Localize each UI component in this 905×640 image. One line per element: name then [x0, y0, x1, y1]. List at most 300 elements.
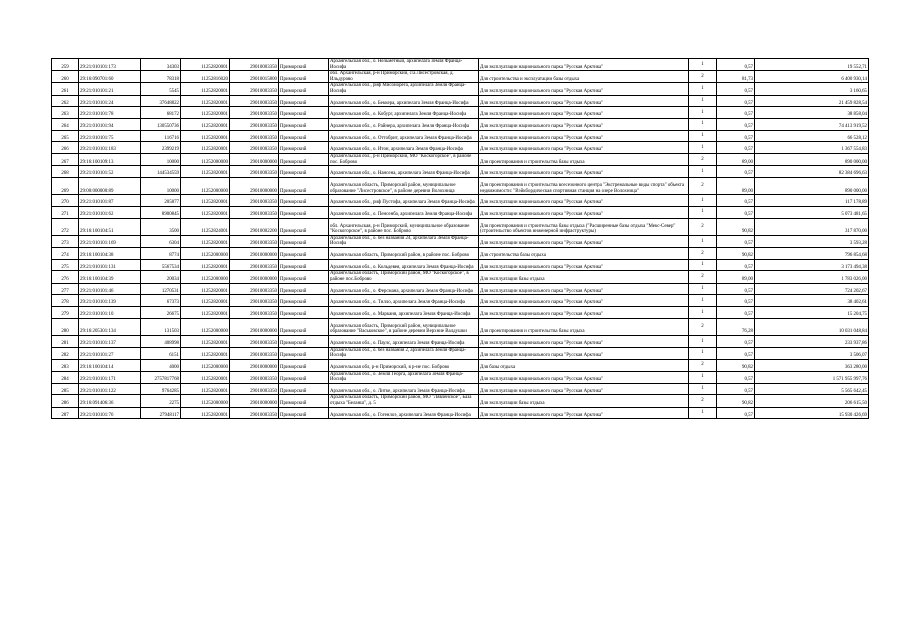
address-cell: Архангельская обл, р-н Приморский, в р-не пос. Боброво [329, 359, 479, 371]
category-cell: 1 [689, 195, 717, 207]
address-cell: Архангельская обл., о. Паулс, архипелага Земля Франца-Иосифа [329, 335, 479, 347]
cadastral-number-cell: 29:21:010101:171 [79, 371, 141, 383]
table-row [52, 195, 869, 207]
table-row [52, 218, 869, 235]
area-cell: 116716 [141, 130, 181, 142]
district-cell: Приморский [279, 306, 329, 318]
cadastral-value-cell: 3 173 494,38 [755, 259, 869, 271]
cadastral-number-cell: 29:21:010101:87 [79, 195, 141, 207]
row-number-cell: 286 [52, 395, 79, 407]
permitted-use-cell: Для эксплуатации национального парка "Русская Арктика" [479, 95, 689, 107]
district-cell: Приморский [279, 218, 329, 235]
okato-code-cell: 11252820001 [181, 259, 230, 271]
table-row [52, 118, 869, 130]
area-cell: 8900845 [141, 206, 181, 218]
category-cell: 2 [689, 218, 717, 235]
cadastral-value-cell: 1 783 026,00 [755, 271, 869, 283]
specific-value-cell: 0,57 [717, 407, 755, 419]
okato-code-cell: 11252820001 [181, 107, 230, 119]
row-number-cell: 266 [52, 142, 79, 154]
cadastral-number-cell: 29:21:010101:75 [79, 130, 141, 142]
cadastral-number-cell: 29:21:010101:139 [79, 295, 141, 307]
specific-value-cell: 0,57 [717, 259, 755, 271]
area-cell: 20034 [141, 271, 181, 283]
district-cell: Приморский [279, 283, 329, 295]
permitted-use-cell: Для проектирования и строительства базы отдыха ("Расширенные базы отдыха "Мекс-Север" (строительство объектов инженерной инфраструктуры) [479, 218, 689, 235]
category-cell: 2 [689, 359, 717, 371]
district-cell: Приморский [279, 107, 329, 119]
oktmo-code-cell: 29010000000 [230, 154, 279, 166]
okato-code-cell: 11252820001 [181, 383, 230, 395]
address-cell: Архангельская обл., о. Кольдевея, архипелага Земля Франца-Иосифа [329, 259, 479, 271]
specific-value-cell: 90,82 [717, 218, 755, 235]
okato-code-cell: 11252820001 [181, 306, 230, 318]
cadastral-number-cell: 29:16:091406:36 [79, 395, 141, 407]
cadastral-number-cell: 29:21:010101:46 [79, 283, 141, 295]
district-cell: Приморский [279, 177, 329, 194]
okato-code-cell: 11252000000 [181, 359, 230, 371]
oktmo-code-cell: 29010000000 [230, 318, 279, 335]
specific-value-cell: 0,57 [717, 166, 755, 178]
area-cell: 5545 [141, 83, 181, 95]
category-cell: 2 [689, 395, 717, 407]
district-cell: Приморский [279, 383, 329, 395]
table-row [52, 383, 869, 395]
category-cell: 1 [689, 407, 717, 419]
oktmo-code-cell: 29010000000 [230, 395, 279, 407]
cadastral-value-cell: 890 000,00 [755, 154, 869, 166]
cadastral-value-cell: 66 528,12 [755, 130, 869, 142]
table-row [52, 359, 869, 371]
district-cell: Приморский [279, 130, 329, 142]
district-cell: Приморский [279, 166, 329, 178]
row-number-cell: 260 [52, 71, 79, 83]
cadastral-number-cell: 29:21:010101:94 [79, 118, 141, 130]
category-cell: 1 [689, 142, 717, 154]
cadastral-value-cell: 6 400 930,14 [755, 71, 869, 83]
permitted-use-cell: Для проектирования и строительства базы отдыха [479, 318, 689, 335]
okato-code-cell: 11252820001 [181, 371, 230, 383]
category-cell: 2 [689, 71, 717, 83]
cadastral-number-cell: 29:21:010101:122 [79, 383, 141, 395]
permitted-use-cell: Для эксплуатации национального парка "Русская Арктика" [479, 335, 689, 347]
row-number-cell: 284 [52, 371, 79, 383]
district-cell: Приморский [279, 71, 329, 83]
category-cell: 2 [689, 318, 717, 335]
cadastral-value-cell: 82 384 696,63 [755, 166, 869, 178]
row-number-cell: 281 [52, 335, 79, 347]
district-cell: Приморский [279, 83, 329, 95]
table-row [52, 407, 869, 419]
area-cell: 26675 [141, 306, 181, 318]
okato-code-cell: 11252820001 [181, 295, 230, 307]
oktmo-code-cell: 29010003350 [230, 335, 279, 347]
cadastral-number-cell: 29:21:010101:137 [79, 335, 141, 347]
cadastral-value-cell: 15 930 426,69 [755, 407, 869, 419]
district-cell: Приморский [279, 248, 329, 260]
permitted-use-cell: Для эксплуатации национального парка "Русская Арктика" [479, 347, 689, 359]
table-row [52, 347, 869, 359]
permitted-use-cell: Для эксплуатации национального парка "Русская Арктика" [479, 407, 689, 419]
permitted-use-cell: Для эксплуатации национального парка "Русская Арктика" [479, 130, 689, 142]
permitted-use-cell: Для базы отдыха [479, 359, 689, 371]
oktmo-code-cell: 29010003350 [230, 130, 279, 142]
row-number-cell: 276 [52, 271, 79, 283]
category-cell: 1 [689, 259, 717, 271]
specific-value-cell: 90,82 [717, 395, 755, 407]
oktmo-code-cell: 29010003350 [230, 195, 279, 207]
area-cell: 78318 [141, 71, 181, 83]
cadastral-number-cell: 29:21:010101:24 [79, 95, 141, 107]
cadastral-value-cell: 3 593,28 [755, 235, 869, 247]
table-row [52, 142, 869, 154]
specific-value-cell: 0,57 [717, 383, 755, 395]
oktmo-code-cell: 29010015800 [230, 71, 279, 83]
specific-value-cell: 0,57 [717, 95, 755, 107]
row-number-cell: 282 [52, 347, 79, 359]
table-row [52, 371, 869, 383]
cadastral-value-cell: 15 204,75 [755, 306, 869, 318]
cadastral-number-cell: 29:21:010101:131 [79, 259, 141, 271]
address-cell: Архангельская область, Приморский район, МО "Коскогорское", в районе пос.Боброво [329, 271, 479, 283]
oktmo-code-cell: 29010003350 [230, 347, 279, 359]
address-cell: Архангельская обл., о. Райнера, архипелага Земля Франца-Иосифа [329, 118, 479, 130]
address-cell: Архангельская обл., риф Пустофа, архипелага Земля Франца-Иосифа [329, 195, 479, 207]
specific-value-cell: 0,57 [717, 235, 755, 247]
category-cell: 1 [689, 283, 717, 295]
area-cell: 5567534 [141, 259, 181, 271]
okato-code-cell: 11252820001 [181, 166, 230, 178]
okato-code-cell: 11252820001 [181, 95, 230, 107]
category-cell: 2 [689, 177, 717, 194]
oktmo-code-cell: 29010003350 [230, 142, 279, 154]
row-number-cell: 259 [52, 59, 79, 71]
address-cell: Архангельская обл., о. Нансена, архипелага Земля Франца-Иосифа [329, 166, 479, 178]
cadastral-number-cell: 29:21:010101:27 [79, 347, 141, 359]
district-cell: Приморский [279, 395, 329, 407]
oktmo-code-cell: 29010000000 [230, 177, 279, 194]
district-cell: Приморский [279, 295, 329, 307]
cadastral-value-cell: 796 854,68 [755, 248, 869, 260]
table-row [52, 206, 869, 218]
category-cell: 1 [689, 166, 717, 178]
row-number-cell: 262 [52, 95, 79, 107]
permitted-use-cell: Для эксплуатации национального парка "Русская Арктика" [479, 283, 689, 295]
address-cell: Архангельская обл., о. Гогенлоэ, архипелага Земля Франца-Иосифа [329, 407, 479, 419]
table-row [52, 235, 869, 247]
table-row [52, 271, 869, 283]
area-cell: 37648822 [141, 95, 181, 107]
row-number-cell: 269 [52, 177, 79, 194]
category-cell: 2 [689, 154, 717, 166]
row-number-cell: 279 [52, 306, 79, 318]
oktmo-code-cell: 29010003350 [230, 206, 279, 218]
cadastral-number-cell: 29:16:205301:134 [79, 318, 141, 335]
address-cell: Архангельская обл., о. Земля Георга, архипелага Земля Франца-Иосифа [329, 371, 479, 383]
district-cell: Приморский [279, 359, 329, 371]
address-cell: Архангельская обл., о. Беккера, архипелага Земля Франца-Иосифа [329, 95, 479, 107]
district-cell: Приморский [279, 59, 329, 71]
address-cell: обл. Архангельская, р-н Приморский, с/а Лисестровская, д. Ильдурово [329, 71, 479, 83]
table-row [52, 107, 869, 119]
district-cell: Приморский [279, 371, 329, 383]
area-cell: 131503 [141, 318, 181, 335]
address-cell: обл. Архангельская, р-н Приморский, муниципальное образование "Коскогорское", в районе пос. Боброво [329, 218, 479, 235]
okato-code-cell: 11252820001 [181, 407, 230, 419]
row-number-cell: 277 [52, 283, 79, 295]
specific-value-cell: 0,57 [717, 118, 755, 130]
district-cell: Приморский [279, 259, 329, 271]
specific-value-cell: 0,57 [717, 306, 755, 318]
cadastral-number-cell: 29:21:010101:10 [79, 306, 141, 318]
area-cell: 144534559 [141, 166, 181, 178]
okato-code-cell: 11252820001 [181, 283, 230, 295]
cadastral-number-cell: 29:21:010101:78 [79, 107, 141, 119]
area-cell: 2757817768 [141, 371, 181, 383]
address-cell: Архангельская обл., о. Тилло, архипелага Земля Франца-Иосифа [329, 295, 479, 307]
oktmo-code-cell: 29010003350 [230, 407, 279, 419]
cadastral-value-cell: 1 367 554,83 [755, 142, 869, 154]
address-cell: Архангельская обл., о. без названия 24, архипелага Земля Франца-Иосифа [329, 235, 479, 247]
address-cell: Архангельская область, Приморский район, МО "Лявленское", База отдыха "Беланш", д. 5 [329, 395, 479, 407]
address-cell: Архангельская обл., о. без названия 2, архипелага Земля Франца-Иосифа [329, 347, 479, 359]
table-row [52, 59, 869, 71]
address-cell: Архангельская обл., о. Итон, архипелага Земля Франца-Иосифа [329, 142, 479, 154]
cadastral-value-cell: 1 571 955 997,76 [755, 371, 869, 383]
category-cell: 1 [689, 295, 717, 307]
permitted-use-cell: Для эксплуатации национального парка "Русская Арктика" [479, 383, 689, 395]
oktmo-code-cell: 29010003350 [230, 83, 279, 95]
category-cell: 2 [689, 248, 717, 260]
cadastral-number-cell: 29:21:010101:52 [79, 166, 141, 178]
district-cell: Приморский [279, 235, 329, 247]
cadastral-value-cell: 890 000,00 [755, 177, 869, 194]
specific-value-cell: 0,57 [717, 195, 755, 207]
row-number-cell: 263 [52, 107, 79, 119]
okato-code-cell: 11252820001 [181, 347, 230, 359]
permitted-use-cell: Для эксплуатации национального парка "Русская Арктика" [479, 166, 689, 178]
specific-value-cell: 0,57 [717, 347, 755, 359]
row-number-cell: 265 [52, 130, 79, 142]
table-row [52, 95, 869, 107]
area-cell: 10000 [141, 154, 181, 166]
specific-value-cell: 76,28 [717, 318, 755, 335]
district-cell: Приморский [279, 206, 329, 218]
table-row [52, 83, 869, 95]
specific-value-cell: 0,57 [717, 130, 755, 142]
address-cell: Архангельская обл., о. Ферсмана, архипелага Земля Франца-Иосифа [329, 283, 479, 295]
oktmo-code-cell: 29010000000 [230, 248, 279, 260]
cadastral-number-cell: 29:16:100104:51 [79, 218, 141, 235]
area-cell: 6151 [141, 347, 181, 359]
category-cell: 1 [689, 383, 717, 395]
cadastral-number-cell: 29:21:010101:21 [79, 83, 141, 95]
category-cell: 1 [689, 235, 717, 247]
oktmo-code-cell: 29010003350 [230, 107, 279, 119]
permitted-use-cell: Для эксплуатации национального парка "Русская Арктика" [479, 259, 689, 271]
row-number-cell: 273 [52, 235, 79, 247]
specific-value-cell: 0,57 [717, 283, 755, 295]
specific-value-cell: 0,57 [717, 295, 755, 307]
cadastral-value-cell: 206 615,50 [755, 395, 869, 407]
table-row [52, 130, 869, 142]
category-cell: 1 [689, 59, 717, 71]
okato-code-cell: 11252000000 [181, 271, 230, 283]
permitted-use-cell: Для эксплуатации базы отдыха [479, 395, 689, 407]
cadastral-value-cell: 3 160,65 [755, 83, 869, 95]
row-number-cell: 261 [52, 83, 79, 95]
table-row [52, 154, 869, 166]
specific-value-cell: 89,00 [717, 177, 755, 194]
table-row [52, 295, 869, 307]
cadastral-value-cell: 19 552,71 [755, 59, 869, 71]
land-registry-table-page [51, 58, 868, 419]
row-number-cell: 270 [52, 195, 79, 207]
cadastral-value-cell: 117 178,89 [755, 195, 869, 207]
cadastral-number-cell: 29:16:100104:38 [79, 248, 141, 260]
district-cell: Приморский [279, 318, 329, 335]
category-cell: 1 [689, 335, 717, 347]
table-row [52, 335, 869, 347]
permitted-use-cell: Для эксплуатации национального парка "Русская Арктика" [479, 107, 689, 119]
address-cell: Архангельская обл., о. Литке, архипелага Земля Франца-Иосифа [329, 383, 479, 395]
table-row [52, 395, 869, 407]
address-cell: Архангельская обл., о. Марканя, архипелага Земля Франца-Иосифа [329, 306, 479, 318]
permitted-use-cell: Для эксплуатации национального парка "Русская Арктика" [479, 235, 689, 247]
specific-value-cell: 90,82 [717, 248, 755, 260]
address-cell: Архангельская обл., о. Оттобрит, архипелага Земля Франца-Иосифа [329, 130, 479, 142]
cadastral-value-cell: 74 413 919,52 [755, 118, 869, 130]
permitted-use-cell: Для эксплуатации национального парка "Русская Арктика" [479, 306, 689, 318]
row-number-cell: 287 [52, 407, 79, 419]
category-cell: 1 [689, 95, 717, 107]
district-cell: Приморский [279, 118, 329, 130]
cadastral-number-cell: 29:21:010101:173 [79, 59, 141, 71]
permitted-use-cell: Для эксплуатации национального парка "Русская Арктика" [479, 295, 689, 307]
oktmo-code-cell: 29010000000 [230, 271, 279, 283]
oktmo-code-cell: 29010002200 [230, 218, 279, 235]
category-cell: 1 [689, 83, 717, 95]
specific-value-cell: 0,57 [717, 107, 755, 119]
address-cell: Архангельская область, Приморский район, в районе пос. Боброво [329, 248, 479, 260]
cadastral-value-cell: 10 031 048,84 [755, 318, 869, 335]
table-row [52, 318, 869, 335]
permitted-use-cell: Для проектирования и строительства всесезонного центра "Экстремальные виды спорта" объекта недвижимости: "Вэйкбордическая спортивная станция на озере Волохница" [479, 177, 689, 194]
table-row [52, 306, 869, 318]
area-cell: 68172 [141, 107, 181, 119]
area-cell: 2275 [141, 395, 181, 407]
oktmo-code-cell: 29010003350 [230, 295, 279, 307]
row-number-cell: 271 [52, 206, 79, 218]
okato-code-cell: 11252820001 [181, 142, 230, 154]
okato-code-cell: 11252816020 [181, 71, 230, 83]
cadastral-value-cell: 233 937,86 [755, 335, 869, 347]
district-cell: Приморский [279, 154, 329, 166]
permitted-use-cell: Для эксплуатации национального парка "Русская Арктика" [479, 83, 689, 95]
okato-code-cell: 11252820001 [181, 235, 230, 247]
table-row [52, 71, 869, 83]
table-row [52, 248, 869, 260]
oktmo-code-cell: 29010003350 [230, 166, 279, 178]
oktmo-code-cell: 29010003350 [230, 259, 279, 271]
specific-value-cell: 0,57 [717, 335, 755, 347]
cadastral-number-cell: 29:16:100104:14 [79, 359, 141, 371]
district-cell: Приморский [279, 195, 329, 207]
permitted-use-cell: Для эксплуатации национального парка "Русская Арктика" [479, 59, 689, 71]
okato-code-cell: 11252820001 [181, 335, 230, 347]
cadastral-value-cell: 363 280,00 [755, 359, 869, 371]
permitted-use-cell: Для строительства базы отдыха [479, 248, 689, 260]
area-cell: 408998 [141, 335, 181, 347]
cadastral-value-cell: 724 202,67 [755, 283, 869, 295]
category-cell: 1 [689, 107, 717, 119]
area-cell: 67373 [141, 295, 181, 307]
area-cell: 130550736 [141, 118, 181, 130]
address-cell: Архангельская область, Приморский район, муниципальное образование "Лисестровское", в районе деревни Волохница [329, 177, 479, 194]
row-number-cell: 285 [52, 383, 79, 395]
okato-code-cell: 11252820001 [181, 206, 230, 218]
okato-code-cell: 11252000000 [181, 318, 230, 335]
okato-code-cell: 11252000000 [181, 154, 230, 166]
permitted-use-cell: Для проектирования и строительства базы отдыха [479, 154, 689, 166]
cadastral-number-cell: 29:16:090701:60 [79, 71, 141, 83]
area-cell: 9764285 [141, 383, 181, 395]
cadastral-value-cell: 5 073 481,65 [755, 206, 869, 218]
category-cell: 1 [689, 206, 717, 218]
address-cell: Архангельская обл., риф Мисонорега, архипелага Земля Франца-Иосифа [329, 83, 479, 95]
district-cell: Приморский [279, 347, 329, 359]
specific-value-cell: 0,57 [717, 59, 755, 71]
address-cell: Архангельская обл., о. Пенсенба, архипелага Земля Франца-Иосифа [329, 206, 479, 218]
permitted-use-cell: Для эксплуатации базы отдыха [479, 271, 689, 283]
table-row [52, 259, 869, 271]
cadastral-number-cell: 29:21:010101:76 [79, 407, 141, 419]
okato-code-cell: 11252820001 [181, 130, 230, 142]
area-cell: 34303 [141, 59, 181, 71]
permitted-use-cell: Для эксплуатации национального парка "Русская Арктика" [479, 118, 689, 130]
oktmo-code-cell: 29010003350 [230, 371, 279, 383]
cadastral-number-cell: 29:21:010101:62 [79, 206, 141, 218]
oktmo-code-cell: 29010000000 [230, 359, 279, 371]
oktmo-code-cell: 29010003350 [230, 306, 279, 318]
category-cell: 2 [689, 271, 717, 283]
area-cell: 4000 [141, 359, 181, 371]
oktmo-code-cell: 29010003350 [230, 95, 279, 107]
cadastral-number-cell: 29:21:010101:183 [79, 142, 141, 154]
oktmo-code-cell: 29010003350 [230, 118, 279, 130]
oktmo-code-cell: 29010003350 [230, 383, 279, 395]
oktmo-code-cell: 29010003350 [230, 283, 279, 295]
area-cell: 2399219 [141, 142, 181, 154]
category-cell: 1 [689, 130, 717, 142]
specific-value-cell: 89,00 [717, 154, 755, 166]
area-cell: 6304 [141, 235, 181, 247]
permitted-use-cell: Для строительства и эксплуатации базы отдыха [479, 71, 689, 83]
area-cell: 10000 [141, 177, 181, 194]
okato-code-cell: 11252000000 [181, 177, 230, 194]
cadastral-value-cell: 5 565 642,45 [755, 383, 869, 395]
okato-code-cell: 11252820001 [181, 118, 230, 130]
row-number-cell: 280 [52, 318, 79, 335]
cadastral-value-cell: 38 402,61 [755, 295, 869, 307]
specific-value-cell: 81,73 [717, 71, 755, 83]
address-cell: Архангельская обл., о. Кобург, архипелага Земля Франца-Иосифа [329, 107, 479, 119]
table-row [52, 177, 869, 194]
cadastral-value-cell: 317 870,00 [755, 218, 869, 235]
row-number-cell: 267 [52, 154, 79, 166]
okato-code-cell: 11252824001 [181, 218, 230, 235]
table-row [52, 283, 869, 295]
